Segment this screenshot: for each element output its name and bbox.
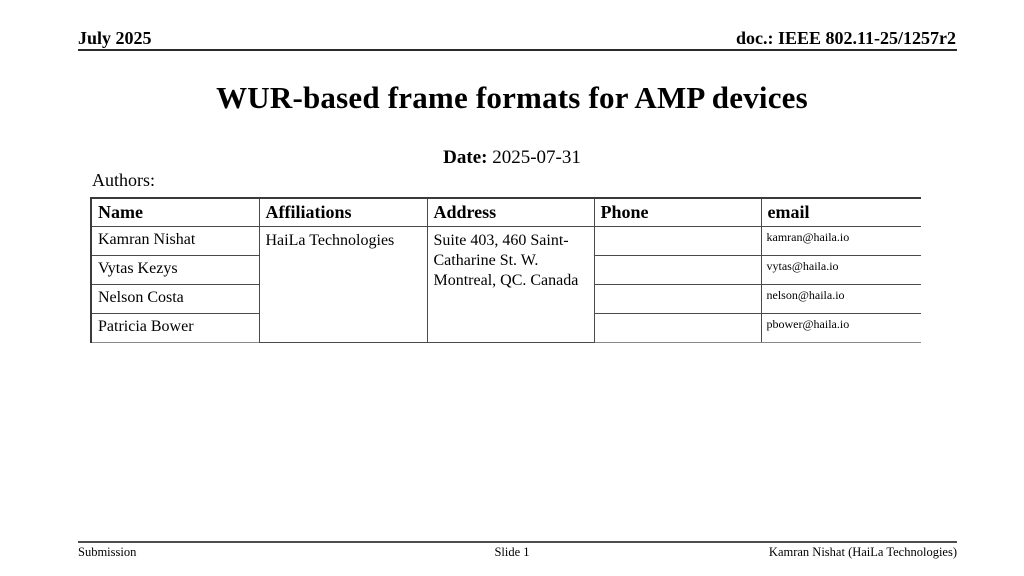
phone-cell <box>594 284 761 313</box>
address-line: Suite 403, 460 Saint- <box>433 231 569 249</box>
author-name-cell: Nelson Costa <box>91 284 259 313</box>
slide-title: WUR-based frame formats for AMP devices <box>216 80 808 115</box>
column-header-name: Name <box>91 198 259 226</box>
column-header-email: email <box>761 198 921 226</box>
footer-submission-label: Submission <box>78 545 137 559</box>
authors-table <box>90 197 921 343</box>
email-cell: nelson@haila.io <box>761 284 921 313</box>
email-cell: kamran@haila.io <box>761 226 921 255</box>
phone-cell <box>594 313 761 342</box>
phone-cell <box>594 255 761 284</box>
column-header-phone: Phone <box>594 198 761 226</box>
authors-label: Authors: <box>92 170 155 190</box>
affiliation-cell: HaiLa Technologies <box>259 226 427 342</box>
author-name-cell: Kamran Nishat <box>91 226 259 255</box>
author-name-cell: Vytas Kezys <box>91 255 259 284</box>
header-month-year: July 2025 <box>78 28 152 48</box>
table-header-row <box>91 198 921 226</box>
footer-slide-number: Slide 1 <box>494 545 530 559</box>
email-cell: pbower@haila.io <box>761 313 921 342</box>
header-divider <box>78 49 957 51</box>
phone-cell <box>594 226 761 255</box>
author-name-cell: Patricia Bower <box>91 313 259 342</box>
column-header-address: Address <box>427 198 594 226</box>
date-value: 2025-07-31 <box>492 147 581 168</box>
column-header-affiliations: Affiliations <box>259 198 427 226</box>
address-line: Montreal, QC. Canada <box>433 271 579 289</box>
email-cell: vytas@haila.io <box>761 255 921 284</box>
header-doc-number: doc.: IEEE 802.11-25/1257r2 <box>735 28 956 48</box>
table-row <box>91 226 921 255</box>
footer-author-credit: Kamran Nishat (HaiLa Technologies) <box>768 545 957 559</box>
address-line: Catharine St. W. <box>433 251 539 269</box>
footer-divider <box>78 541 957 543</box>
date-line <box>0 147 1024 169</box>
address-cell <box>427 226 594 342</box>
date-label: Date: <box>443 147 488 168</box>
